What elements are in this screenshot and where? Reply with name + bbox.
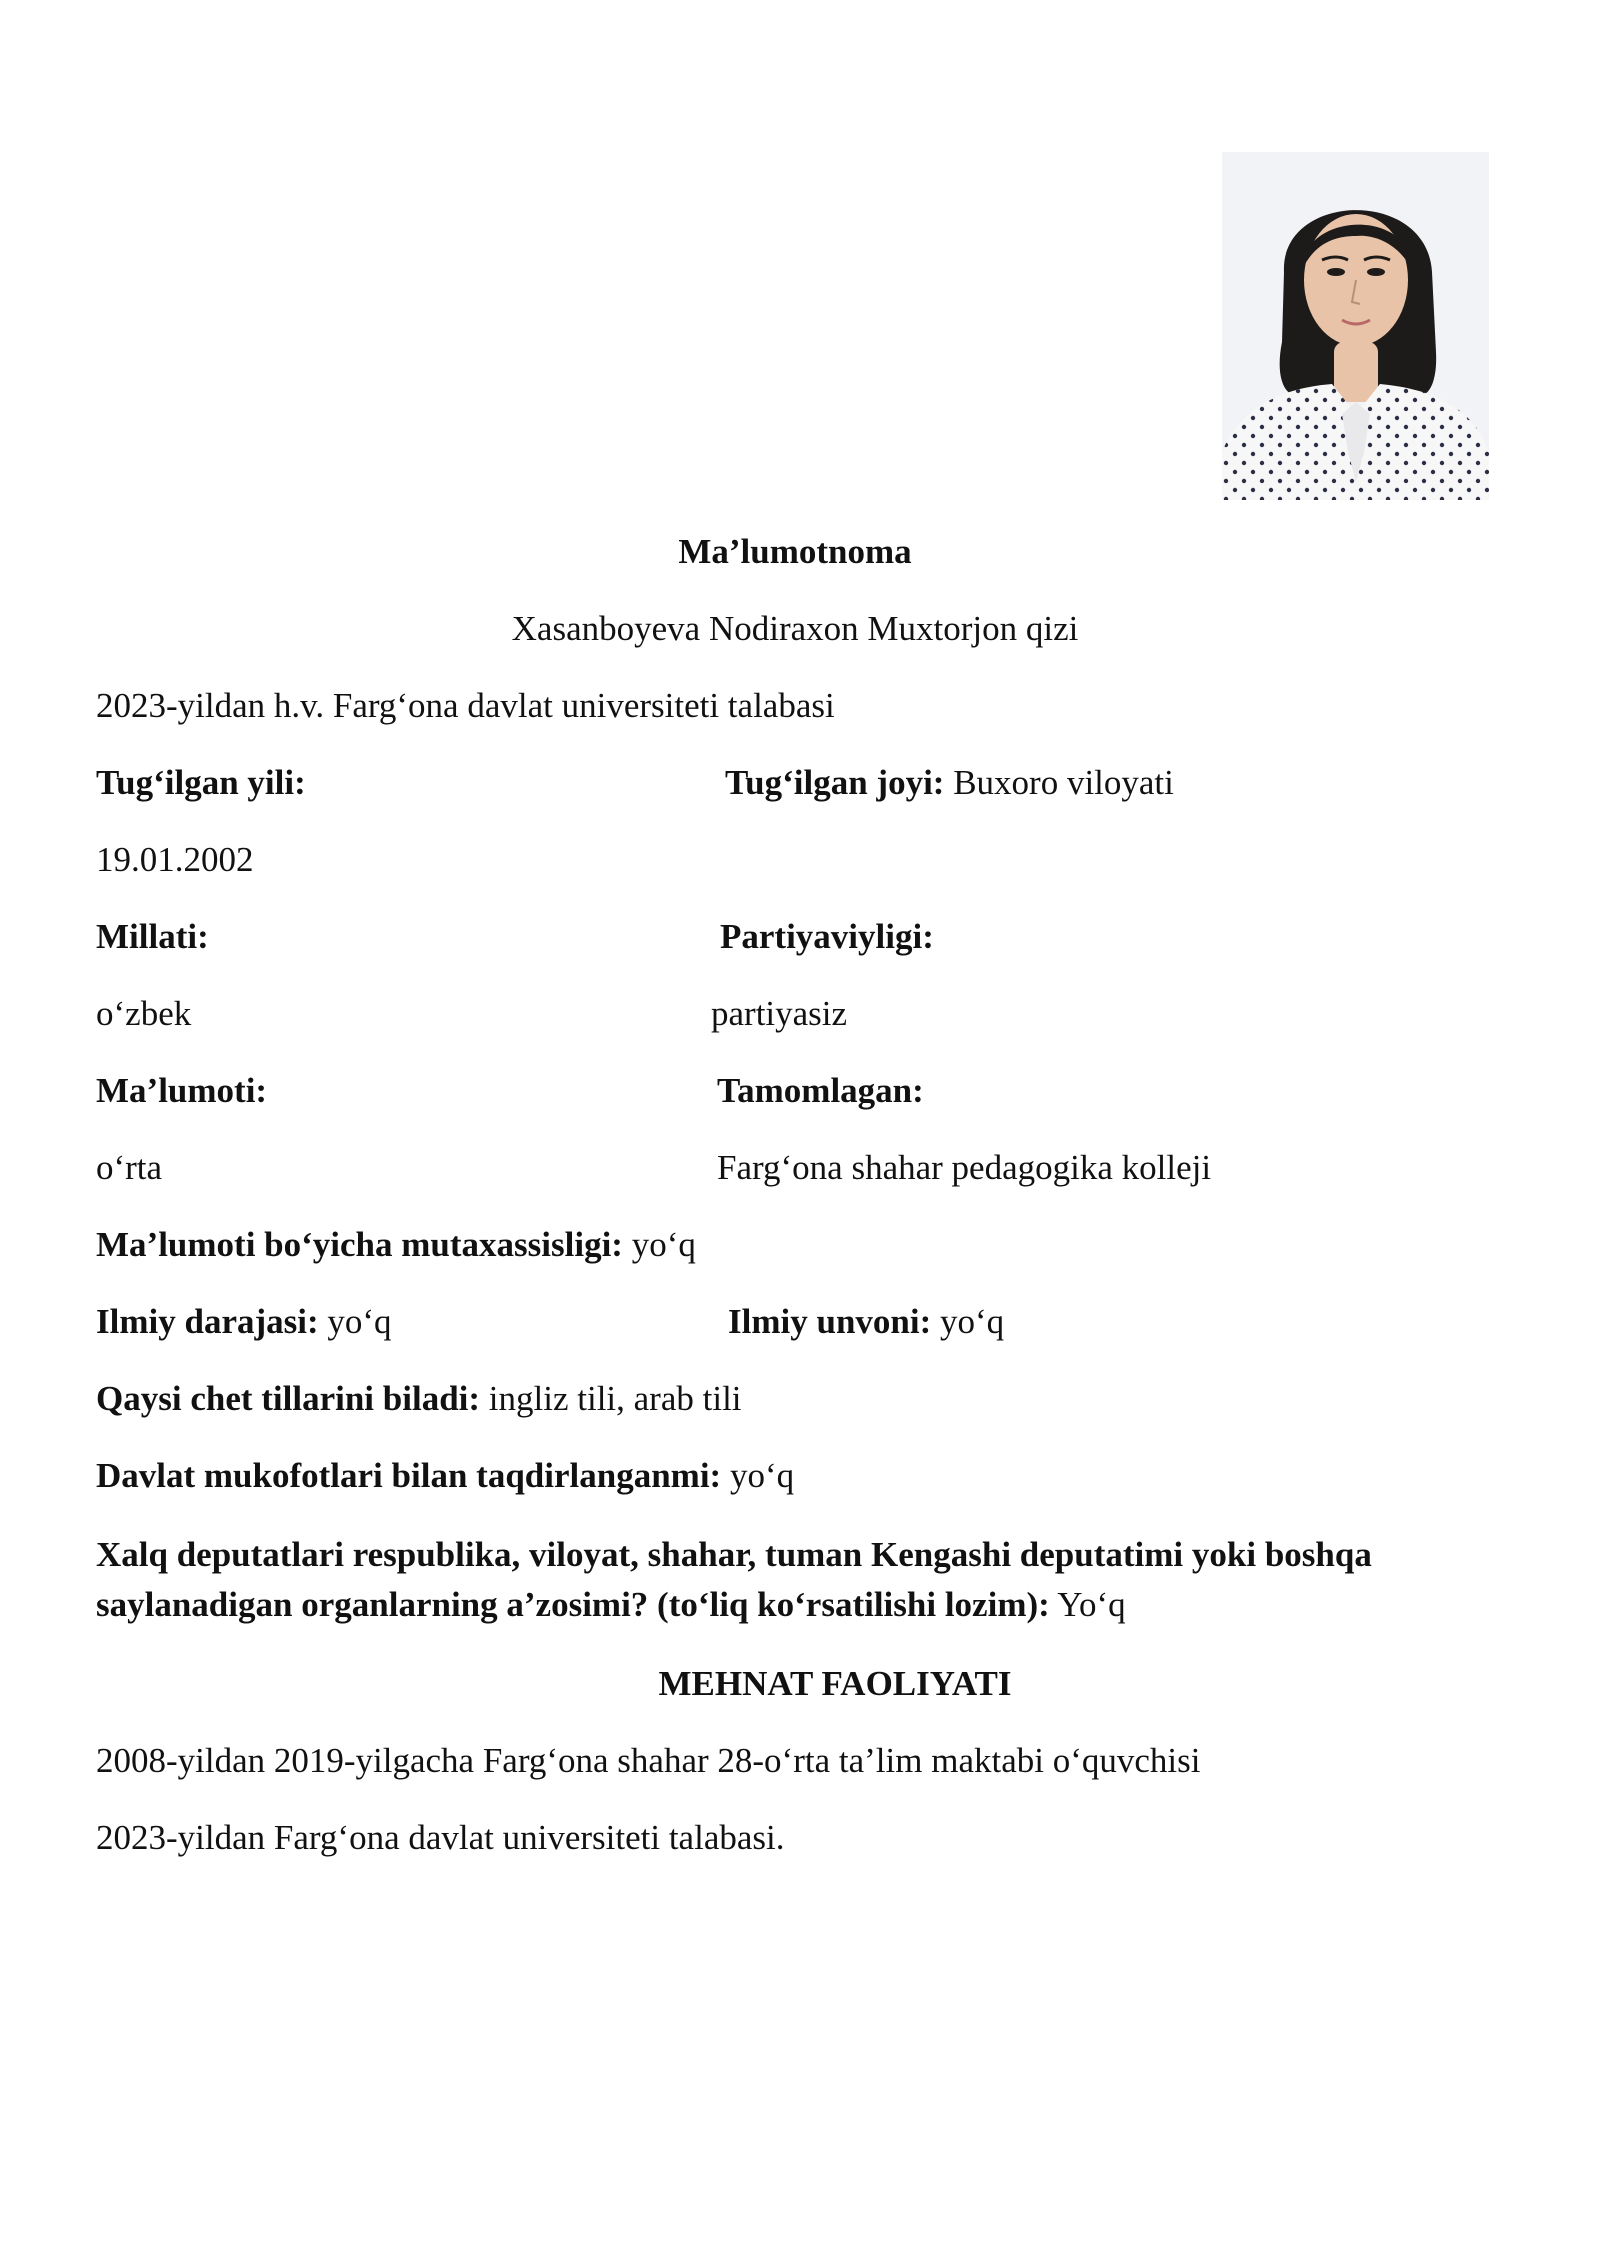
- academic-degree: [96, 1300, 392, 1344]
- academic-degree-label: Ilmiy darajasi:: [96, 1302, 319, 1341]
- academic-title-value: yo‘q: [940, 1302, 1005, 1341]
- work-history-heading: MEHNAT FAOLIYATI: [658, 1664, 1012, 1703]
- languages: [96, 1377, 742, 1421]
- current-position: 2023-yildan h.v. Farg‘ona davlat universiteti talabasi: [96, 686, 835, 725]
- portrait-photo: [1222, 152, 1489, 500]
- document-title: Ma’lumotnoma: [678, 532, 912, 571]
- awards-value: yo‘q: [729, 1456, 795, 1495]
- specialty-label: Ma’lumoti bo‘yicha mutaxassisligi:: [96, 1225, 623, 1264]
- academic-title: [728, 1300, 1004, 1344]
- nationality-value: o‘zbek: [96, 994, 192, 1033]
- graduated-label: Tamomlagan:: [717, 1071, 924, 1110]
- deputy: [96, 1530, 1536, 1630]
- full-name: Xasanboyeva Nodiraxon Muxtorjon qizi: [511, 609, 1079, 648]
- deputy-label: Xalq deputatlari respublika, viloyat, shahar, tuman Kengashi deputatimi yoki boshqa saylanadigan organlarning a’zosimi? (to‘liq ko‘rsatilishi lozim):: [96, 1535, 1372, 1624]
- awards: [96, 1454, 794, 1498]
- specialty-value: yo‘q: [631, 1225, 696, 1264]
- birth-year-label: Tug‘ilgan yili:: [96, 763, 306, 802]
- academic-degree-value: yo‘q: [327, 1302, 392, 1341]
- party-value: partiyasiz: [711, 994, 848, 1033]
- birth-place-value: Buxoro viloyati: [953, 763, 1174, 802]
- work-history-item: 2008-yildan 2019-yilgacha Farg‘ona shahar 28-o‘rta ta’lim maktabi o‘quvchisi: [96, 1741, 1201, 1780]
- academic-title-label: Ilmiy unvoni:: [728, 1302, 932, 1341]
- work-history-item: 2023-yildan Farg‘ona davlat universiteti talabasi.: [96, 1818, 785, 1857]
- party-label: Partiyaviyligi:: [720, 917, 934, 956]
- portrait-icon: [1222, 152, 1489, 500]
- birth-place-label: Tug‘ilgan joyi:: [725, 763, 945, 802]
- education-value: o‘rta: [96, 1148, 163, 1187]
- deputy-value: Yo‘q: [1057, 1585, 1126, 1624]
- languages-label: Qaysi chet tillarini biladi:: [96, 1379, 481, 1418]
- graduated-value: Farg‘ona shahar pedagogika kolleji: [717, 1148, 1212, 1187]
- languages-value: ingliz tili, arab tili: [488, 1379, 742, 1418]
- specialty: [96, 1223, 696, 1267]
- nationality-label: Millati:: [96, 917, 209, 956]
- birth-place: [725, 761, 1174, 805]
- awards-label: Davlat mukofotlari bilan taqdirlanganmi:: [96, 1456, 722, 1495]
- education-label: Ma’lumoti:: [96, 1071, 268, 1110]
- birth-year-value: 19.01.2002: [96, 840, 254, 879]
